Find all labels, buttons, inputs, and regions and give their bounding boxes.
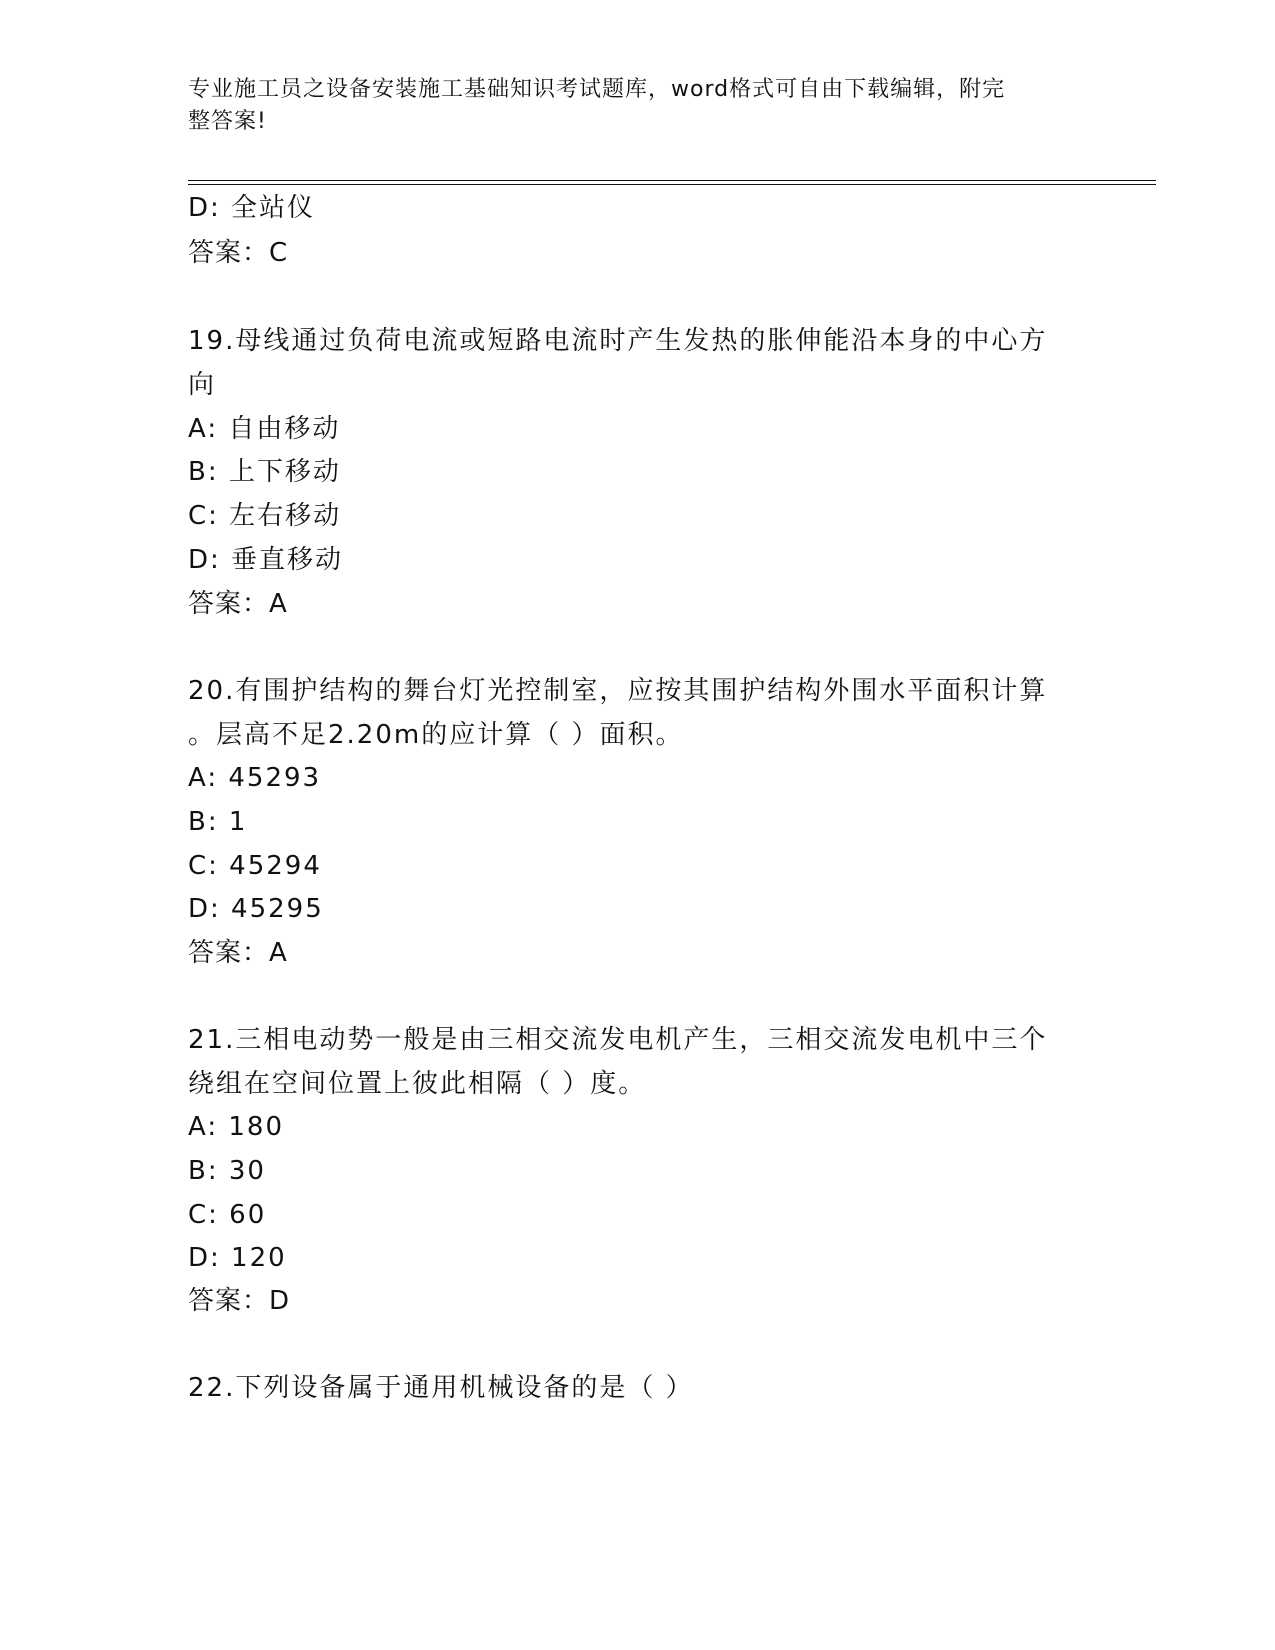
q21-stem-line-1: 21.三相电动势一般是由三相交流发电机产生，三相交流发电机中三个 — [188, 1025, 1048, 1055]
q21-stem-line-2: 绕组在空间位置上彼此相隔（ ）度。 — [188, 1069, 647, 1099]
q21-option-c: C: 60 — [188, 1200, 267, 1230]
q20-option-c: C: 45294 — [188, 851, 322, 881]
header-line-2: 整答案! — [188, 109, 267, 134]
q20-option-b: B: 1 — [188, 807, 248, 837]
q20-option-d: D: 45295 — [188, 894, 324, 924]
q20-answer: 答案：A — [188, 938, 288, 968]
q19-option-d: D: 垂直移动 — [188, 545, 344, 575]
header-divider-top — [188, 180, 1156, 181]
document-header — [188, 74, 1078, 138]
q21-answer: 答案：D — [188, 1286, 291, 1316]
q22-stem-line-1: 22.下列设备属于通用机械设备的是（ ） — [188, 1373, 694, 1403]
q20-stem-line-2: 。层高不足2.20m的应计算（ ）面积。 — [188, 720, 684, 750]
header-line-1: 专业施工员之设备安装施工基础知识考试题库，word格式可自由下载编辑，附完 — [188, 77, 1006, 102]
q19-option-b: B: 上下移动 — [188, 457, 341, 487]
prev-answer: 答案：C — [188, 238, 289, 268]
prev-option-d: D: 全站仪 — [188, 193, 316, 223]
q21-option-b: B: 30 — [188, 1156, 266, 1186]
q19-answer: 答案：A — [188, 589, 288, 619]
q21-option-d: D: 120 — [188, 1243, 287, 1273]
q19-stem-line-1: 19.母线通过负荷电流或短路电流时产生发热的胀伸能沿本身的中心方 — [188, 326, 1048, 356]
header-divider-bottom — [188, 184, 1156, 185]
q20-option-a: A: 45293 — [188, 763, 322, 793]
q19-stem-line-2: 向 — [188, 370, 217, 400]
q20-stem-line-1: 20.有围护结构的舞台灯光控制室，应按其围护结构外围水平面积计算 — [188, 676, 1048, 706]
q21-option-a: A: 180 — [188, 1112, 284, 1142]
q19-option-c: C: 左右移动 — [188, 501, 342, 531]
q19-option-a: A: 自由移动 — [188, 414, 341, 444]
